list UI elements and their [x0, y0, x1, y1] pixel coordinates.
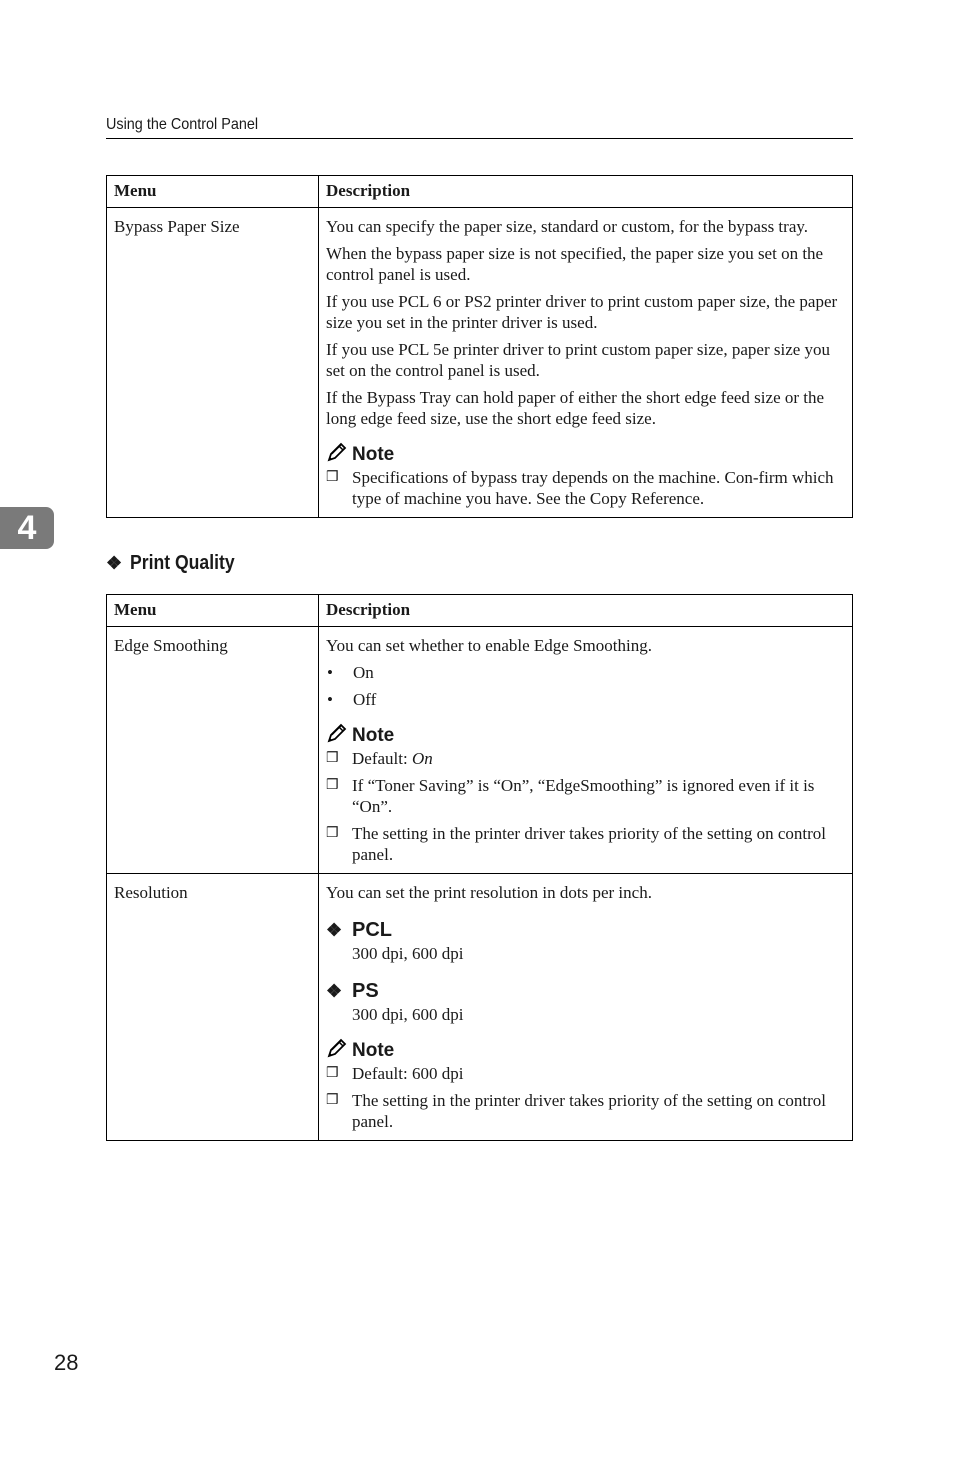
table-header-row — [107, 595, 853, 627]
menu-name: Edge Smoothing — [107, 627, 319, 874]
bullet-icon: • — [327, 663, 333, 682]
section-heading — [106, 552, 249, 575]
note-item — [326, 748, 846, 769]
checkbox-icon: ❒ — [326, 751, 339, 766]
default-value: On — [411, 749, 433, 768]
bullet-icon: • — [327, 690, 333, 709]
default-prefix: Default: — [352, 749, 412, 768]
table-row — [107, 627, 853, 874]
option-text: On — [353, 663, 374, 682]
list-item — [326, 662, 846, 683]
column-header-description: Description — [319, 595, 853, 627]
description-cell — [319, 208, 853, 518]
print-quality-table — [106, 594, 853, 1141]
running-header — [106, 116, 853, 139]
diamond-icon: ❖ — [326, 919, 343, 940]
description-paragraph: If you use PCL 6 or PS2 printer driver to print custom paper size, the paper size you set in the printer driver is used. — [326, 292, 838, 332]
note-item — [326, 775, 846, 817]
ps-subheading — [326, 978, 846, 1004]
checkbox-icon: ❒ — [326, 1093, 339, 1108]
note-label: Note — [352, 1040, 395, 1061]
table-header-row — [107, 176, 853, 208]
note-label: Note — [352, 725, 395, 746]
pcl-subheading — [326, 917, 846, 943]
table-row — [107, 208, 853, 518]
diamond-icon: ❖ — [106, 553, 123, 573]
description-paragraph: You can specify the paper size, standard or custom, for the bypass tray. — [326, 217, 809, 236]
description-cell — [319, 627, 853, 874]
pcl-label: PCL — [352, 918, 392, 941]
note-item — [326, 823, 846, 865]
note-item — [326, 1090, 846, 1132]
bypass-menu-table — [106, 175, 853, 518]
note-item — [326, 467, 846, 509]
pencil-note-icon — [326, 441, 348, 463]
checkbox-icon: ❒ — [326, 826, 339, 841]
description-cell — [319, 874, 853, 1141]
note-label: Note — [352, 444, 395, 465]
note-text: Default: 600 dpi — [352, 1064, 464, 1083]
note-item — [326, 1063, 846, 1084]
note-heading — [326, 720, 846, 746]
note-text: Specifications of bypass tray depends on the machine. Con-firm which type of machine you have. See the Copy Reference. — [352, 468, 834, 508]
description-paragraph: If you use PCL 5e printer driver to print custom paper size, paper size you set on the control panel is used. — [326, 340, 831, 380]
menu-name: Bypass Paper Size — [107, 208, 319, 518]
chapter-tab: 4 — [0, 507, 54, 549]
note-heading — [326, 439, 846, 465]
description-paragraph: You can set whether to enable Edge Smoothing. — [326, 636, 652, 655]
table-row — [107, 874, 853, 1141]
checkbox-icon: ❒ — [326, 778, 339, 793]
section-title: Print Quality — [130, 552, 235, 574]
ps-label: PS — [352, 979, 379, 1002]
diamond-icon: ❖ — [326, 980, 343, 1001]
column-header-description: Description — [319, 176, 853, 208]
option-text: Off — [353, 690, 377, 709]
description-paragraph: If the Bypass Tray can hold paper of either the short edge feed size or the long edge feed size, use the short edge feed size. — [326, 388, 825, 428]
note-heading — [326, 1035, 846, 1061]
page-number: 28 — [54, 1350, 79, 1375]
note-text: The setting in the printer driver takes priority of the setting on control panel. — [352, 824, 826, 864]
pencil-note-icon — [326, 1037, 348, 1059]
menu-name: Resolution — [107, 874, 319, 1141]
list-item — [326, 689, 846, 710]
description-paragraph: You can set the print resolution in dots per inch. — [326, 883, 652, 902]
description-paragraph: When the bypass paper size is not specified, the paper size you set on the control panel is used. — [326, 244, 824, 284]
column-header-menu: Menu — [107, 595, 319, 627]
pencil-note-icon — [326, 722, 348, 744]
column-header-menu: Menu — [107, 176, 319, 208]
pcl-values: 300 dpi, 600 dpi — [352, 944, 464, 963]
ps-values: 300 dpi, 600 dpi — [352, 1005, 464, 1024]
header-title: Using the Control Panel — [106, 116, 259, 133]
checkbox-icon: ❒ — [326, 470, 339, 485]
note-text: If “Toner Saving” is “On”, “EdgeSmoothing” is ignored even if it is “On”. — [352, 776, 815, 816]
checkbox-icon: ❒ — [326, 1066, 339, 1081]
note-text: The setting in the printer driver takes priority of the setting on control panel. — [352, 1091, 826, 1131]
note-text — [352, 748, 433, 769]
